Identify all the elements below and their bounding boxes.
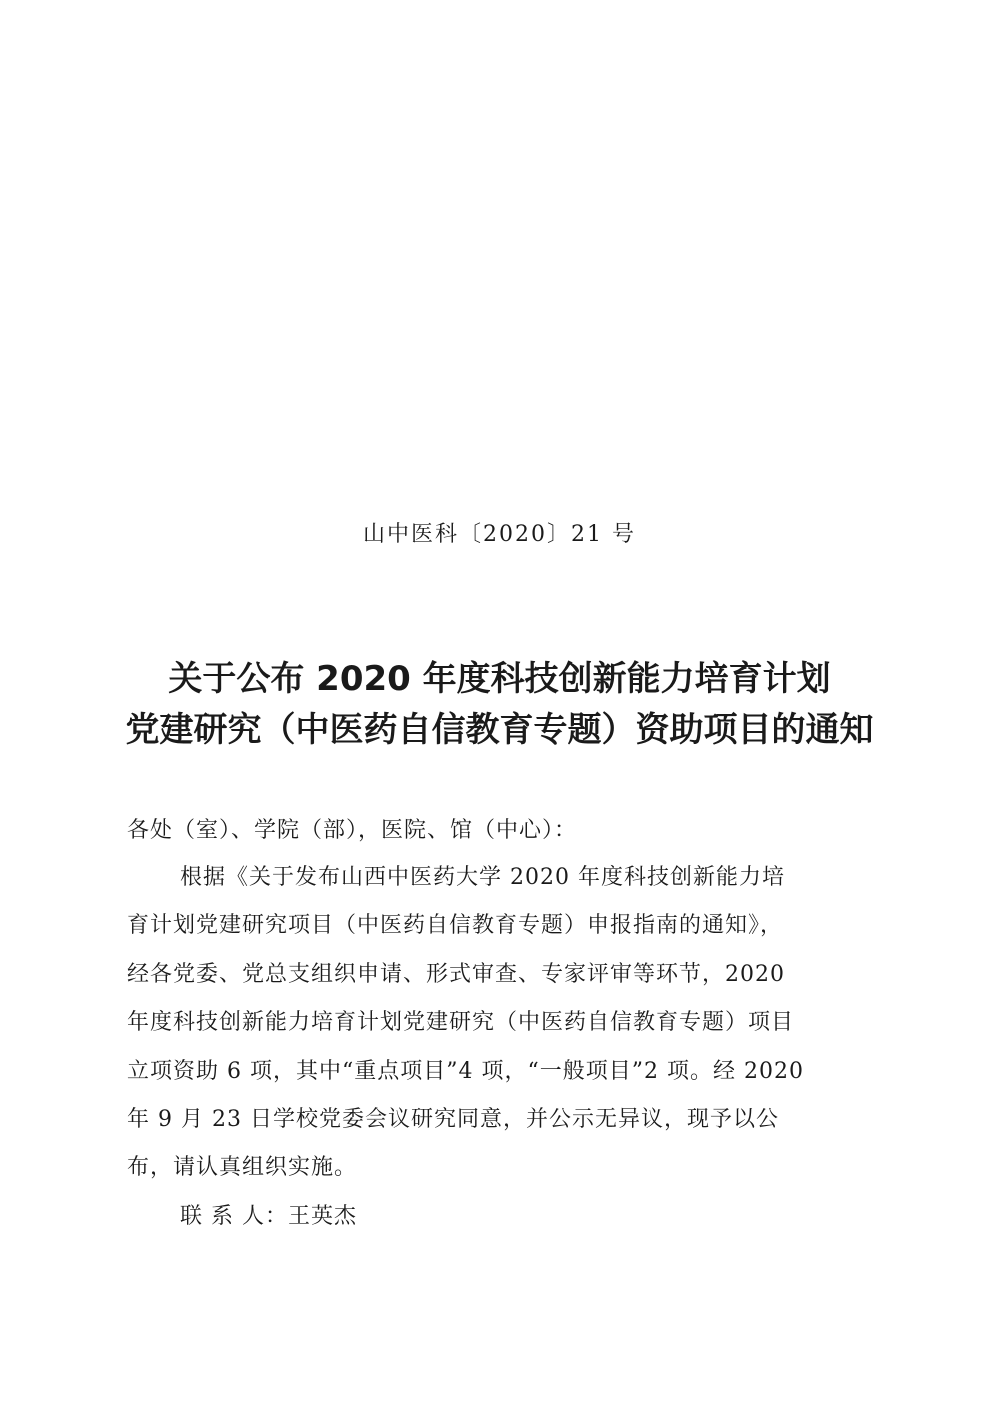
salutation: 各处（室）、学院（部），医院、馆（中心）： (127, 818, 578, 843)
paragraph-line-1: 根据《关于发布山西中医药大学 2020 年度科技创新能力培 (180, 865, 785, 890)
paragraph-line-3: 经各党委、党总支组织申请、形式审查、专家评审等环节，2020 (127, 962, 785, 987)
paragraph-line-6: 年 9 月 23 日学校党委会议研究同意，并公示无异议，现予以公 (127, 1107, 779, 1132)
document-number: 山中医科〔2020〕21 号 (363, 522, 636, 547)
paragraph-line-5: 立项资助 6 项，其中“重点项目”4 项，“一般项目”2 项。经 2020 (127, 1059, 804, 1084)
paragraph-line-4: 年度科技创新能力培育计划党建研究（中医药自信教育专题）项目 (127, 1010, 795, 1035)
contact-line: 联 系 人：王英杰 (180, 1204, 357, 1229)
title-line-1: 关于公布 2020 年度科技创新能力培育计划 (168, 659, 831, 699)
paragraph-line-2: 育计划党建研究项目（中医药自信教育专题）申报指南的通知》， (127, 913, 784, 938)
paragraph-line-7: 布，请认真组织实施。 (127, 1155, 358, 1180)
title-line-2: 党建研究（中医药自信教育专题）资助项目的通知 (125, 710, 874, 750)
